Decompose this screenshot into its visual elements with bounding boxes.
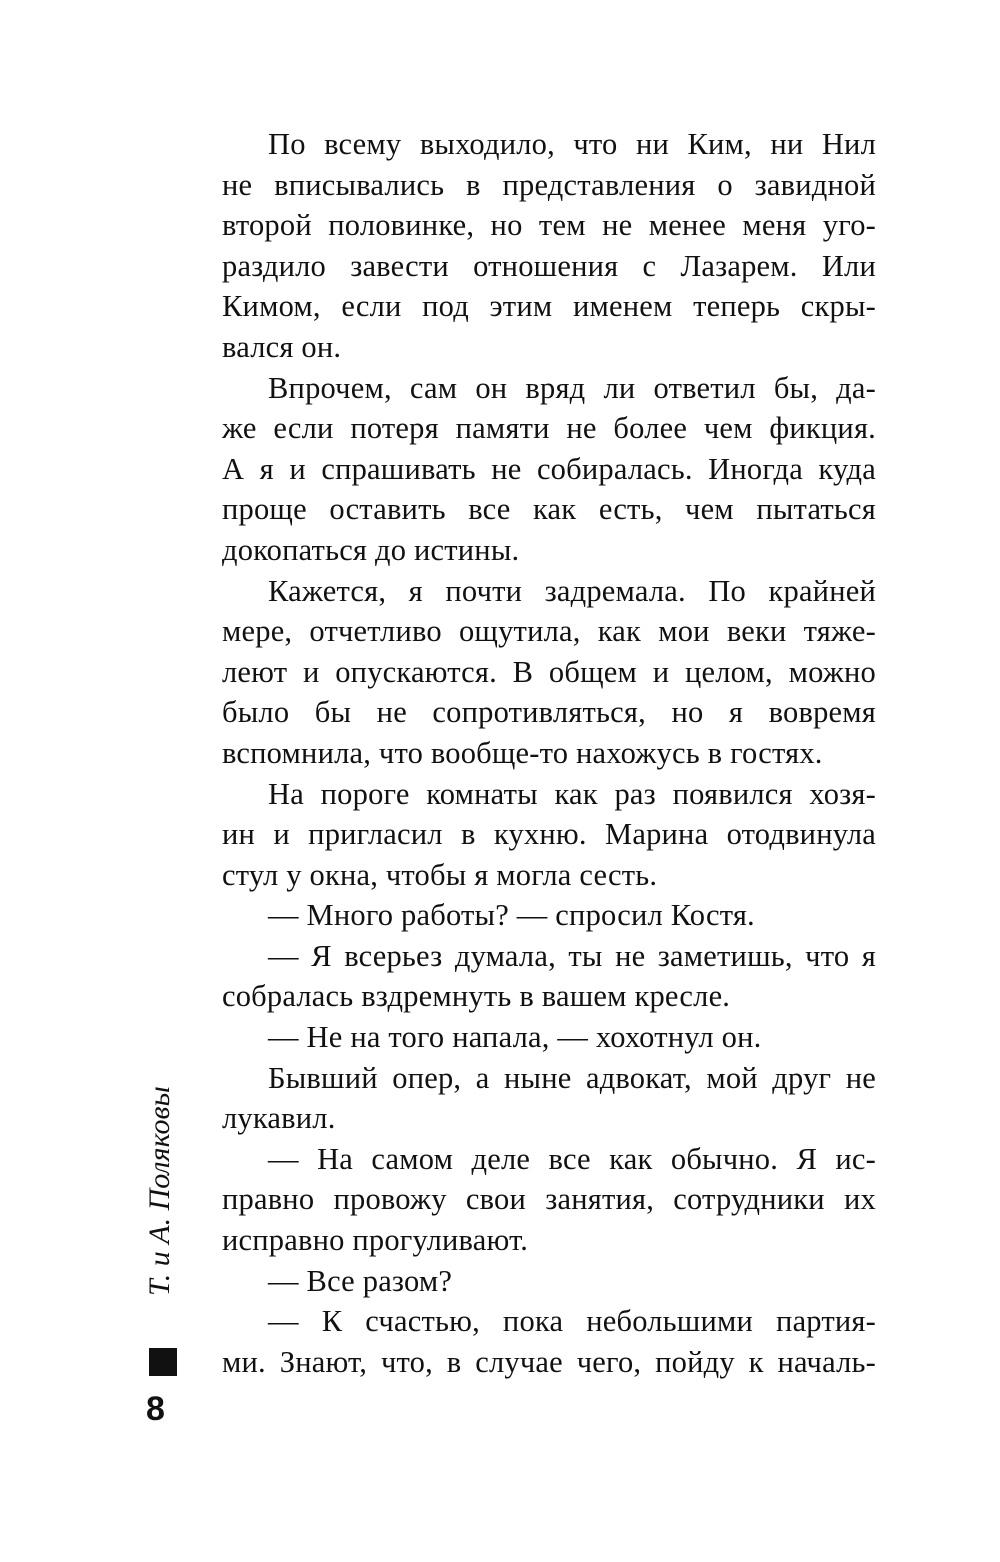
text-line: собралась вздремнуть в вашем кресле. (222, 979, 731, 1014)
text-line: вспомнила, что вообще-то нахожусь в гостях. (222, 735, 823, 770)
text-line: — На самом деле все как обычно. Я ис- (268, 1141, 876, 1176)
text-line: Впрочем, сам он вряд ли ответил бы, да- (268, 370, 876, 405)
text-line: — Все разом? (268, 1263, 453, 1298)
text-line: А я и спрашивать не собиралась. Иногда куда (222, 451, 876, 486)
text-line: стул у окна, чтобы я могла сесть. (222, 857, 658, 892)
page-number: 8 (146, 1390, 165, 1428)
text-line: же если потеря памяти не более чем фикция. (222, 411, 876, 446)
text-line: лукавил. (222, 1101, 336, 1136)
text-line: Кажется, я почти задремала. По крайней (268, 573, 876, 608)
text-line: проще оставить все как есть, чем пытаться (222, 492, 876, 527)
text-line: вался он. (222, 329, 342, 364)
running-head-author: Т. и А. Поляковы (143, 1086, 176, 1296)
text-line: Бывший опер, а ныне адвокат, мой друг не (268, 1060, 876, 1095)
text-line: леют и опускаются. В общем и целом, можно (222, 654, 876, 689)
text-line: второй половинке, но тем не менее меня уго- (222, 208, 876, 243)
page-marker-square (149, 1348, 177, 1376)
text-line: — Не на того напала, — хохотнул он. (268, 1020, 762, 1055)
text-line: — К счастью, пока небольшими партия- (268, 1304, 876, 1339)
text-line: ин и пригласил в кухню. Марина отодвинула (222, 817, 876, 852)
text-line: На пороге комнаты как раз появился хозя- (268, 776, 876, 811)
text-line: Кимом, если под этим именем теперь скры- (222, 289, 876, 324)
text-line: — Я всерьез думала, ты не заметишь, что я (268, 938, 876, 973)
text-line: ми. Знают, что, в случае чего, пойду к началь- (222, 1344, 876, 1379)
text-line: раздило завести отношения с Лазарем. Или (222, 248, 876, 283)
body-text (222, 124, 876, 1382)
text-line: — Много работы? — спросил Костя. (268, 898, 755, 933)
text-line: докопаться до истины. (222, 532, 520, 567)
text-line: мере, отчетливо ощутила, как мои веки тяже- (222, 614, 876, 649)
text-line: исправно прогуливают. (222, 1223, 529, 1258)
text-line: По всему выходило, что ни Ким, ни Нил (268, 127, 876, 161)
text-line: было бы не сопротивляться, но я вовремя (222, 695, 876, 730)
text-line: правно провожу свои занятия, сотрудники их (222, 1182, 876, 1217)
text-line: не вписывались в представления о завидной (222, 167, 876, 202)
